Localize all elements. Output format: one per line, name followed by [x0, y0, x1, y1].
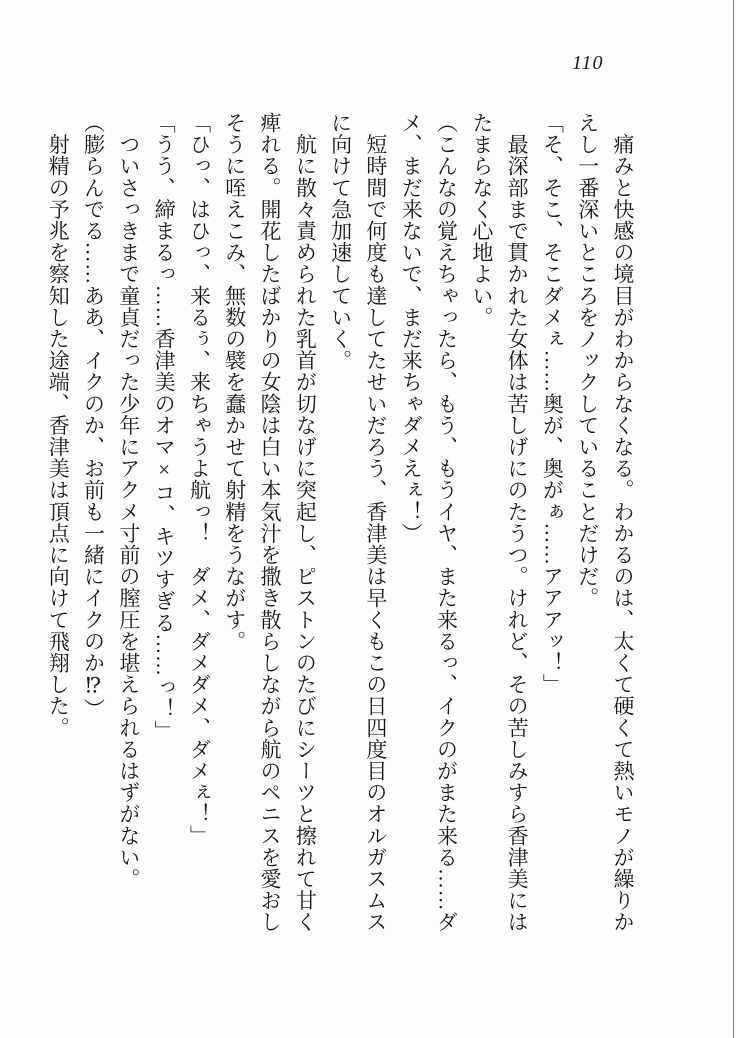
- paragraph: [216, 112, 322, 948]
- paragraph: [464, 112, 535, 948]
- paragraph: [75, 112, 110, 948]
- paragraph: [569, 112, 640, 948]
- page-edge-line: [733, 0, 734, 1038]
- paragraph: [146, 112, 181, 948]
- text-line: 射精の予兆を察知した途端、香津美は頂点に向けて飛翔した。: [46, 112, 71, 739]
- paragraph: [40, 112, 75, 948]
- text-line: に向けて急加速していく。: [328, 112, 353, 372]
- text-line: 「うう、締まるっ……香津美のオマ×コ、キツすぎる……っ！」: [152, 112, 177, 742]
- text-line: えし一番深いところをノックしていることだけだ。: [575, 112, 600, 609]
- text-block: [40, 112, 640, 948]
- text-line: メ、まだ来ないで、まだ来ちゃダメえぇ！）: [399, 112, 424, 544]
- page-number: 110: [572, 52, 604, 74]
- text-line: （こんなの覚えちゃったら、もう、もうイヤ、また来るっ、イクのがまた来る……ダ: [434, 112, 459, 933]
- text-line: （膨らんでる……ああ、イクのか、お前も一緒にイクのか⁉）: [81, 112, 106, 720]
- paragraph: [393, 112, 464, 948]
- text-line: 痺れる。開花したばかりの女陰は白い本気汁を撒き散らしながら航のペニスを愛おし: [258, 112, 283, 933]
- paragraph: [534, 112, 569, 948]
- text-line: 短時間で何度も達してたせいだろう、香津美は早くもこの日四度目のオルガスムス: [363, 112, 388, 933]
- text-line: 「ひっ、はひっ、来るぅ、来ちゃうよ航っ！ ダメ、ダメダメ、ダメぇ！」: [187, 112, 212, 847]
- text-line: そうに咥えこみ、無数の襞を蠢かせて射精をうながす。: [222, 112, 247, 652]
- paragraph: [322, 112, 393, 948]
- paragraph: [181, 112, 216, 948]
- paragraph: [111, 112, 146, 948]
- text-line: 痛みと快感の境目がわからなくなる。わかるのは、太くて硬くて熱いモノが繰りか: [611, 112, 635, 933]
- text-line: ついさっきまで童貞だった少年にアクメ寸前の膣圧を堪えられるはずがない。: [116, 112, 141, 890]
- text-line: たまらなく心地よい。: [469, 112, 494, 328]
- text-line: 最深部まで貫かれた女体は苦しげにのたうつ。けれど、その苦しみすら香津美には: [505, 112, 530, 933]
- text-line: 「そ、そこ、そこダメぇ……奥が、奥がぁ……アアアッ！」: [540, 112, 565, 696]
- text-line: 航に散々責められた乳首が切なげに突起し、ピストンのたびにシーツと擦れて甘く: [293, 112, 318, 933]
